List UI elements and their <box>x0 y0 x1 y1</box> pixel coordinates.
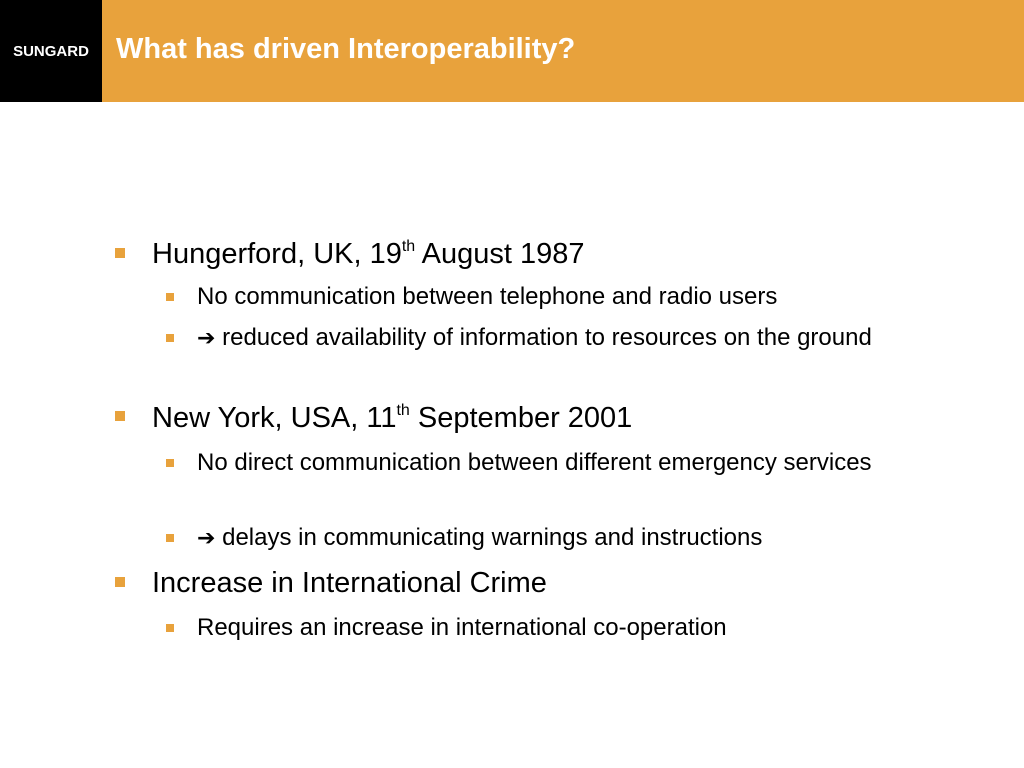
sub-bullet-marker <box>166 624 174 632</box>
logo-text: SUNGARD <box>13 43 89 60</box>
bullet-marker <box>115 411 125 421</box>
bullet-item: New York, USA, 11th September 2001 <box>152 402 633 434</box>
sub-bullet-item: No direct communication between different emergency services <box>197 449 872 476</box>
slide-title: What has driven Interoperability? <box>116 33 576 65</box>
sub-bullet-item: ➔ reduced availability of information to resources on the ground <box>197 324 872 351</box>
arrow-icon: ➔ <box>197 526 216 551</box>
bullet-item: Increase in International Crime <box>152 567 547 599</box>
sub-bullet-item: Requires an increase in international co-operation <box>197 614 727 641</box>
sub-bullet-marker <box>166 293 174 301</box>
bullet-marker <box>115 577 125 587</box>
sub-bullet-item: No communication between telephone and radio users <box>197 283 778 310</box>
arrow-icon: ➔ <box>197 326 216 351</box>
sub-bullet-marker <box>166 334 174 342</box>
sub-bullet-item: ➔ delays in communicating warnings and instructions <box>197 524 763 551</box>
sub-bullet-marker <box>166 534 174 542</box>
bullet-marker <box>115 248 125 258</box>
sub-bullet-marker <box>166 459 174 467</box>
bullet-item: Hungerford, UK, 19th August 1987 <box>152 238 585 270</box>
